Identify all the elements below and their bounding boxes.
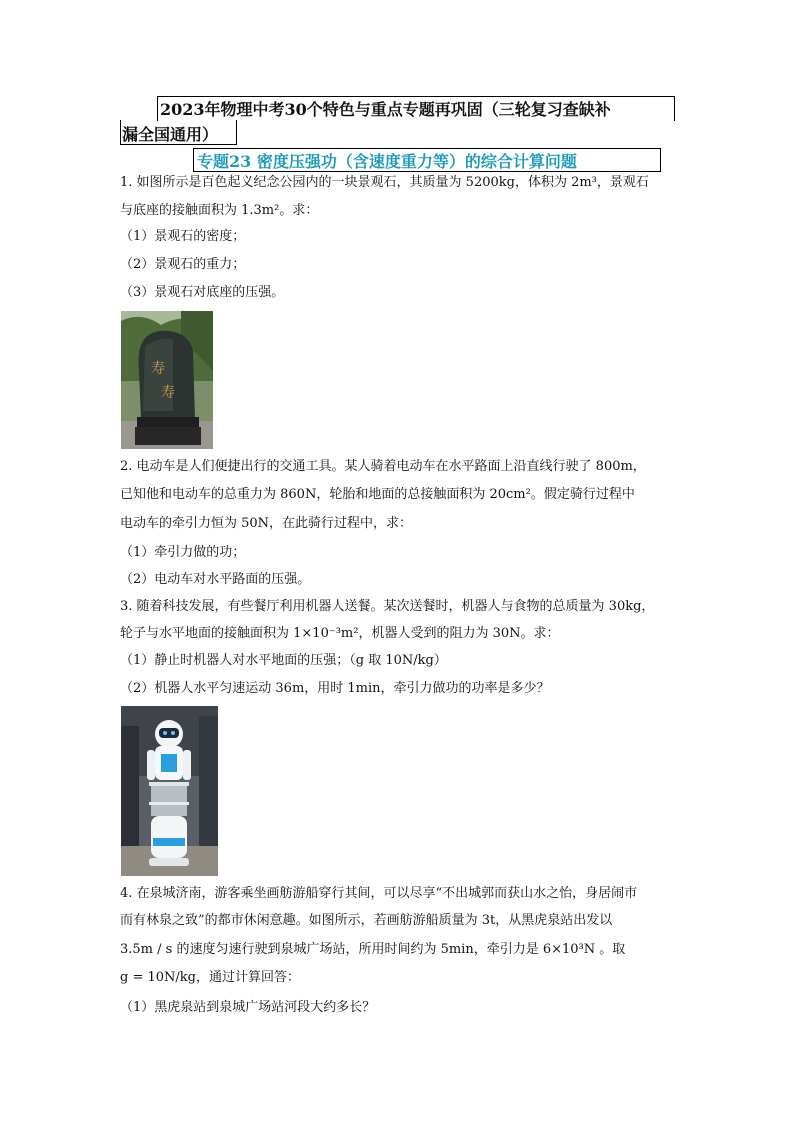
q3-part1: （1）静止时机器人对水平地面的压强；（g 取 10N/kg） — [120, 653, 447, 668]
document-title-line2: 漏全国通用） — [122, 125, 219, 144]
q4-line4: g = 10N/kg，通过计算回答： — [120, 970, 300, 985]
svg-text:寿: 寿 — [151, 361, 165, 377]
landscape-stone-image — [121, 311, 213, 449]
document-title-line1: 2023年物理中考30个特色与重点专题再巩固（三轮复习查缺补 — [160, 100, 611, 119]
q4-line2: 而有林泉之致”的都市休闲意趣。如图所示，若画舫游船质量为 3t，从黑虎泉站出发以 — [120, 913, 613, 928]
q3-part2: （2）机器人水平匀速运动 36m，用时 1min，牵引力做功的功率是多少？ — [120, 681, 550, 696]
q1-line1: 1. 如图所示是百色起义纪念公园内的一块景观石，其质量为 5200kg，体积为 2m³，景观石 — [120, 175, 649, 190]
q1-line2: 与底座的接触面积为 1.3m²。求： — [120, 203, 319, 218]
q2-line1: 2. 电动车是人们便捷出行的交通工具。某人骑着电动车在水平路面上沿直线行驶了 800m， — [120, 459, 646, 474]
q2-line2: 已知他和电动车的总重力为 860N，轮胎和地面的总接触面积为 20cm²。假定骑行过程中 — [120, 487, 635, 502]
q4-line3: 3.5m / s 的速度匀速行驶到泉城广场站，所用时间约为 5min，牵引力是 6×10³N 。取 — [120, 942, 626, 957]
q4-part1: （1）黑虎泉站到泉城广场站河段大约多长？ — [120, 1000, 376, 1015]
q2-part1: （1）牵引力做的功； — [120, 545, 246, 560]
q2-line3: 电动车的牵引力恒为 50N，在此骑行过程中，求： — [120, 516, 413, 531]
q1-part1: （1）景观石的密度； — [120, 229, 246, 244]
q3-line1: 3. 随着科技发展，有些餐厅利用机器人送餐。某次送餐时，机器人与食物的总质量为 30kg， — [120, 599, 655, 614]
q1-part2: （2）景观石的重力； — [120, 257, 246, 272]
q2-part2: （2）电动车对水平路面的压强。 — [120, 572, 311, 587]
document-subtitle: 专题23 密度压强功（含速度重力等）的综合计算问题 — [197, 152, 577, 171]
svg-text:寿: 寿 — [161, 385, 175, 401]
robot-waiter-image — [121, 706, 218, 876]
q4-line1: 4. 在泉城济南，游客乘坐画舫游船穿行其间，可以尽享“不出城郭而获山水之怡，身居闹市 — [120, 886, 638, 901]
q1-part3: （3）景观石对底座的压强。 — [120, 285, 285, 300]
q3-line2: 轮子与水平地面的接触面积为 1×10⁻³m²，机器人受到的阻力为 30N。求： — [120, 626, 560, 641]
